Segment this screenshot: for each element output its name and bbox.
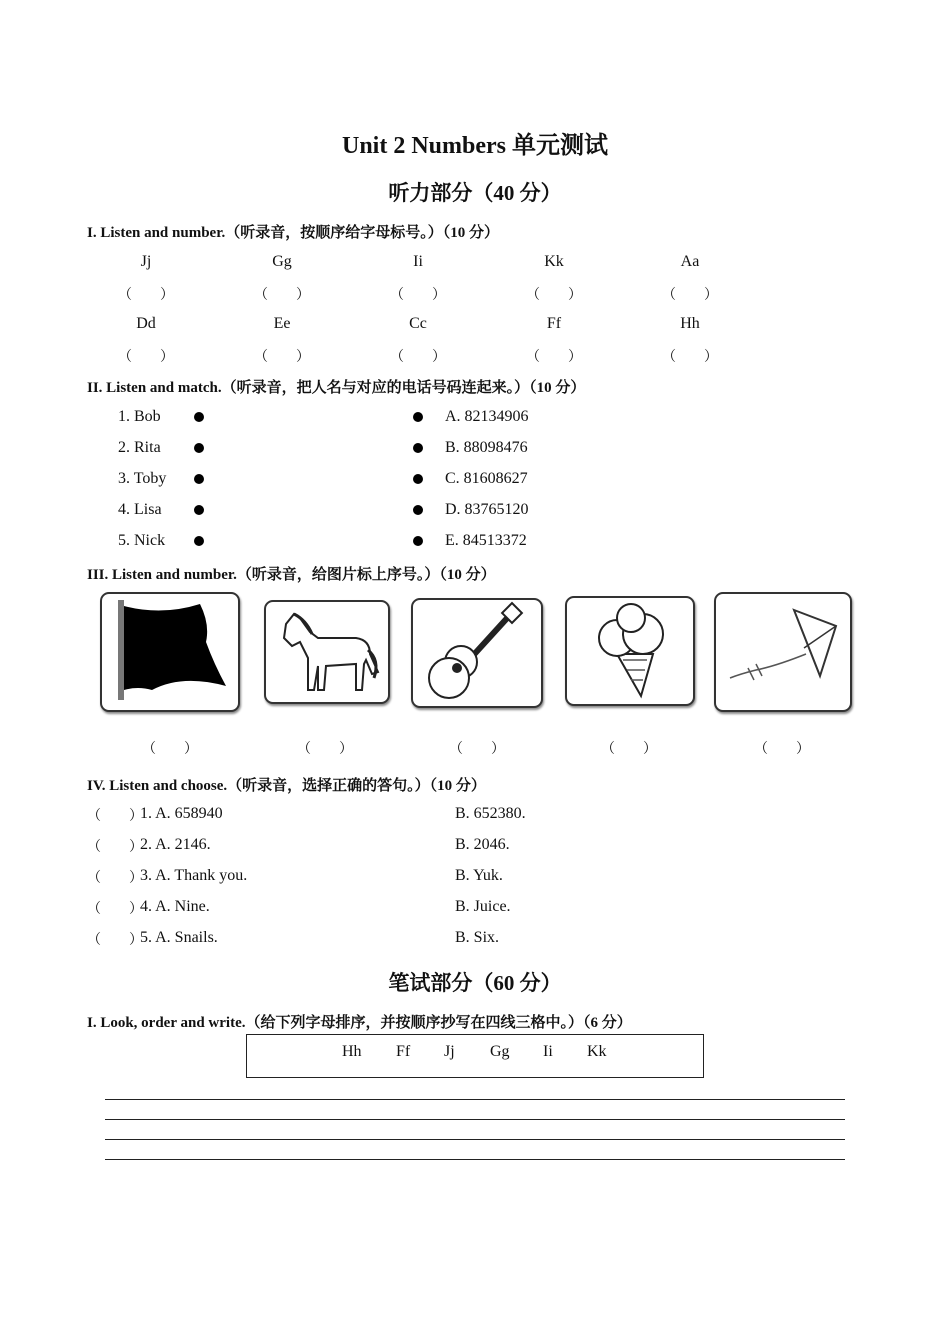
answer-blank[interactable]: （ ） <box>526 350 582 365</box>
match-number: C. 81608627 <box>445 470 528 487</box>
section-1-heading: I. Listen and number.（听录音，按顺序给字母标号。）（10 分） <box>87 225 499 241</box>
letter-item: Cc <box>409 315 427 332</box>
answer-blank[interactable]: （ ） <box>449 742 505 757</box>
writing-line <box>105 1139 845 1140</box>
letter-item: Gg <box>272 253 292 270</box>
match-name: 1. Bob <box>118 408 161 425</box>
match-dot[interactable] <box>413 412 423 422</box>
box-letter: Ii <box>543 1043 553 1060</box>
answer-blank[interactable]: （ ） <box>390 288 446 303</box>
letter-item: Ii <box>413 253 423 270</box>
match-dot[interactable] <box>194 412 204 422</box>
writing-line <box>105 1099 845 1100</box>
answer-blank[interactable]: （ ） <box>754 742 810 757</box>
box-letter: Gg <box>490 1043 510 1060</box>
ice-cream-icon <box>565 596 695 706</box>
letter-item: Ff <box>546 315 562 332</box>
match-dot[interactable] <box>194 474 204 484</box>
box-letter: Jj <box>444 1043 455 1060</box>
match-dot[interactable] <box>194 505 204 515</box>
choice-a: 3. A. Thank you. <box>140 867 248 884</box>
guitar-icon <box>411 598 543 708</box>
match-name: 4. Lisa <box>118 501 162 518</box>
horse-icon <box>264 600 390 704</box>
answer-blank[interactable]: （ ） <box>142 742 198 757</box>
section-3-heading: III. Listen and number.（听录音，给图片标上序号。）（10 分） <box>87 567 496 583</box>
match-number: D. 83765120 <box>445 501 529 518</box>
answer-blank[interactable]: （ ） <box>601 742 657 757</box>
answer-blank[interactable]: （ ） <box>254 350 310 365</box>
letter-item: Aa <box>680 253 700 270</box>
match-dot[interactable] <box>194 443 204 453</box>
match-name: 2. Rita <box>118 439 161 456</box>
answer-blank[interactable]: （ ） <box>390 350 446 365</box>
section-2-heading: II. Listen and match.（听录音，把人名与对应的电话号码连起来。）（10 分） <box>87 380 586 396</box>
choice-b: B. Six. <box>455 929 500 946</box>
match-dot[interactable] <box>194 536 204 546</box>
match-name: 3. Toby <box>118 470 167 487</box>
answer-blank[interactable]: （ ） <box>662 288 718 303</box>
letter-item: Jj <box>140 253 152 270</box>
choice-a: 5. A. Snails. <box>140 929 218 946</box>
choice-b: B. Yuk. <box>455 867 503 884</box>
choice-a: 1. A. 658940 <box>140 805 223 822</box>
choice-b: B. 652380. <box>455 805 526 822</box>
answer-blank[interactable]: （ ） <box>118 350 174 365</box>
choice-a: 4. A. Nine. <box>140 898 210 915</box>
writing-heading: 笔试部分（60 分） <box>388 971 562 995</box>
writing-line <box>105 1119 845 1120</box>
letter-box <box>246 1034 704 1078</box>
kite-icon <box>714 592 852 712</box>
answer-blank[interactable]: （ ） <box>87 933 143 948</box>
answer-blank[interactable]: （ ） <box>297 742 353 757</box>
match-number: E. 84513372 <box>445 532 527 549</box>
answer-blank[interactable]: （ ） <box>118 288 174 303</box>
letter-item: Dd <box>136 315 156 332</box>
match-dot[interactable] <box>413 443 423 453</box>
box-letter: Kk <box>587 1043 607 1060</box>
choice-a: 2. A. 2146. <box>140 836 211 853</box>
choice-b: B. 2046. <box>455 836 510 853</box>
writing-section-1-heading: I. Look, order and write.（给下列字母排序，并按顺序抄写在四线三格中。）（6 分） <box>87 1015 632 1031</box>
match-number: A. 82134906 <box>445 408 529 425</box>
box-letter: Hh <box>342 1043 362 1060</box>
letter-item: Ee <box>273 315 291 332</box>
writing-line <box>105 1159 845 1160</box>
section-4-heading: IV. Listen and choose.（听录音，选择正确的答句。）（10 分） <box>87 778 486 794</box>
answer-blank[interactable]: （ ） <box>662 350 718 365</box>
page-title: Unit 2 Numbers 单元测试 <box>341 133 608 159</box>
letter-item: Hh <box>680 315 700 332</box>
letter-item: Kk <box>544 253 564 270</box>
answer-blank[interactable]: （ ） <box>87 902 143 917</box>
match-dot[interactable] <box>413 474 423 484</box>
answer-blank[interactable]: （ ） <box>87 840 143 855</box>
match-name: 5. Nick <box>118 532 166 549</box>
answer-blank[interactable]: （ ） <box>526 288 582 303</box>
match-dot[interactable] <box>413 505 423 515</box>
flag-icon <box>100 592 240 712</box>
answer-blank[interactable]: （ ） <box>254 288 310 303</box>
box-letter: Ff <box>396 1043 411 1060</box>
answer-blank[interactable]: （ ） <box>87 871 143 886</box>
match-number: B. 88098476 <box>445 439 528 456</box>
match-dot[interactable] <box>413 536 423 546</box>
listening-heading: 听力部分（40 分） <box>388 181 562 205</box>
choice-b: B. Juice. <box>455 898 511 915</box>
answer-blank[interactable]: （ ） <box>87 809 143 824</box>
